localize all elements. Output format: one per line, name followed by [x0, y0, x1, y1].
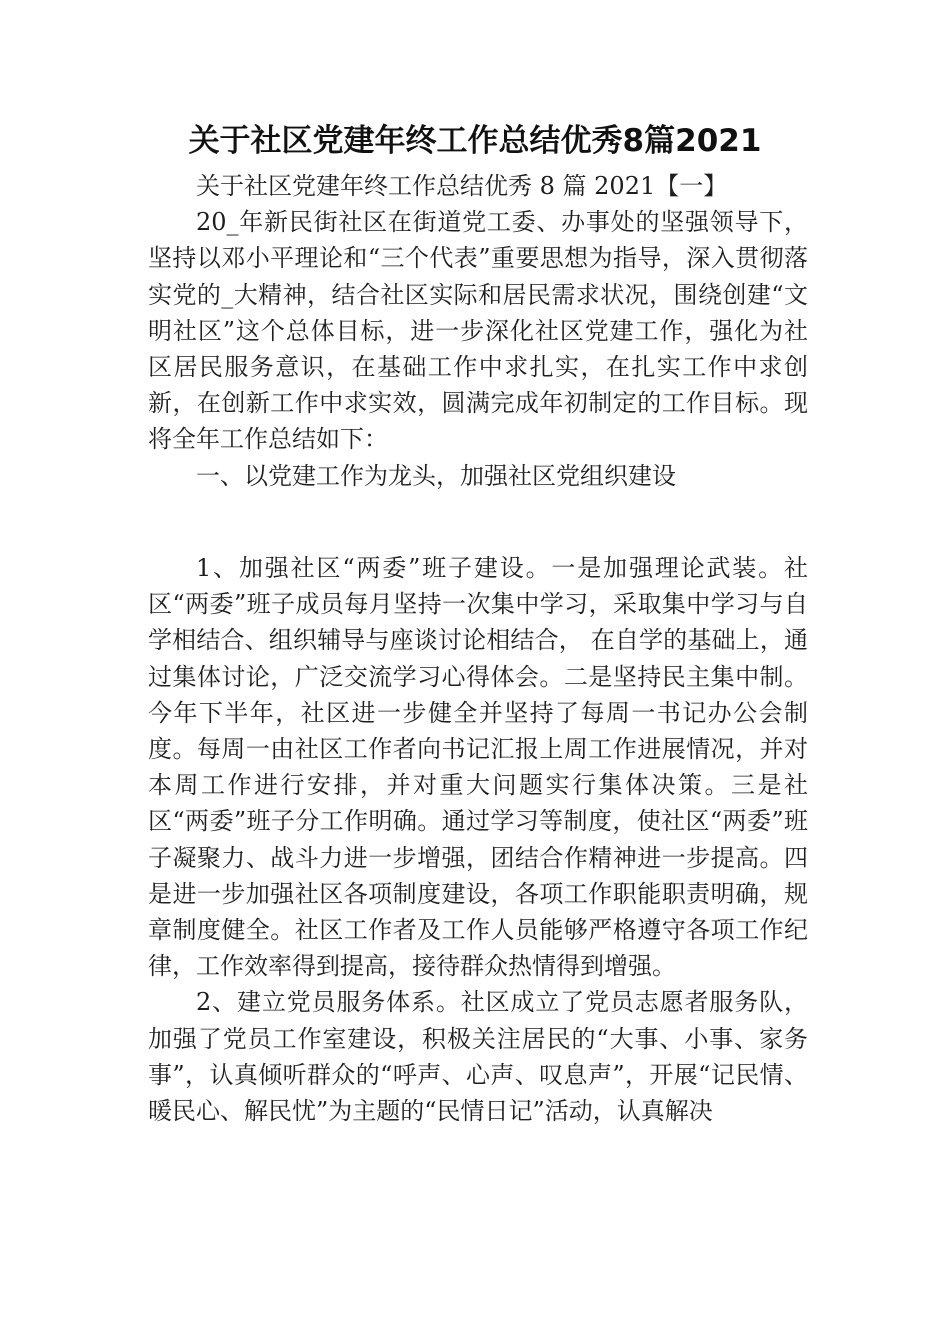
paragraph-2: 2、建立党员服务体系。社区成立了党员志愿者服务队，加强了党员工作室建设，积极关注居民的“大事、小事、家务事”，认真倾听群众的“呼声、心声、叹息声”，开展“记民情、暖民心、解民忧”为主题的“民情日记”活动，认真解决	[148, 988, 808, 1126]
article-subtitle: 关于社区党建年终工作总结优秀 8 篇 2021【一】	[196, 172, 728, 200]
document-title: 关于社区党建年终工作总结优秀8篇2021	[188, 123, 762, 159]
paragraph-1: 1、加强社区“两委”班子建设。一是加强理论武装。社区“两委”班子成员每月坚持一次集中学习，采取集中学习与自学相结合、组织辅导与座谈讨论相结合， 在自学的基础上，通过集体讨论，广泛交流学习心得体会。二是坚持民主集中制。今年下半年，社区进一步健全并坚持了每周一书记办公会制度。每周一由社区工作者向书记汇报上周工作进展情况，并对本周工作进行安排，并对重大问题实行集体决策。三是社区“两委”班子分工作明确。通过学习等制度，使社区“两委”班子凝聚力、战斗力进一步增强，团结合作精神进一步提高。四是进一步加强社区各项制度建设，各项工作职能职责明确，规章制度健全。社区工作者及工作人员能够严格遵守各项工作纪律，工作效率得到提高，接待群众热情得到增强。	[148, 554, 808, 981]
section-heading: 一、以党建工作为龙头，加强社区党组织建设	[196, 461, 676, 490]
document-body-top	[148, 168, 808, 494]
document-body-main	[148, 550, 808, 1129]
intro-paragraph: 20_年新民街社区在街道党工委、办事处的坚强领导下，坚持以邓小平理论和“三个代表”重要思想为指导，深入贯彻落实党的_大精神，结合社区实际和居民需求状况，围绕创建“文明社区”这个总体目标，进一步深化社区党建工作，强化为社区居民服务意识，在基础工作中求扎实，在扎实工作中求创新，在创新工作中求实效，圆满完成年初制定的工作目标。现将全年工作总结如下：	[148, 208, 808, 454]
